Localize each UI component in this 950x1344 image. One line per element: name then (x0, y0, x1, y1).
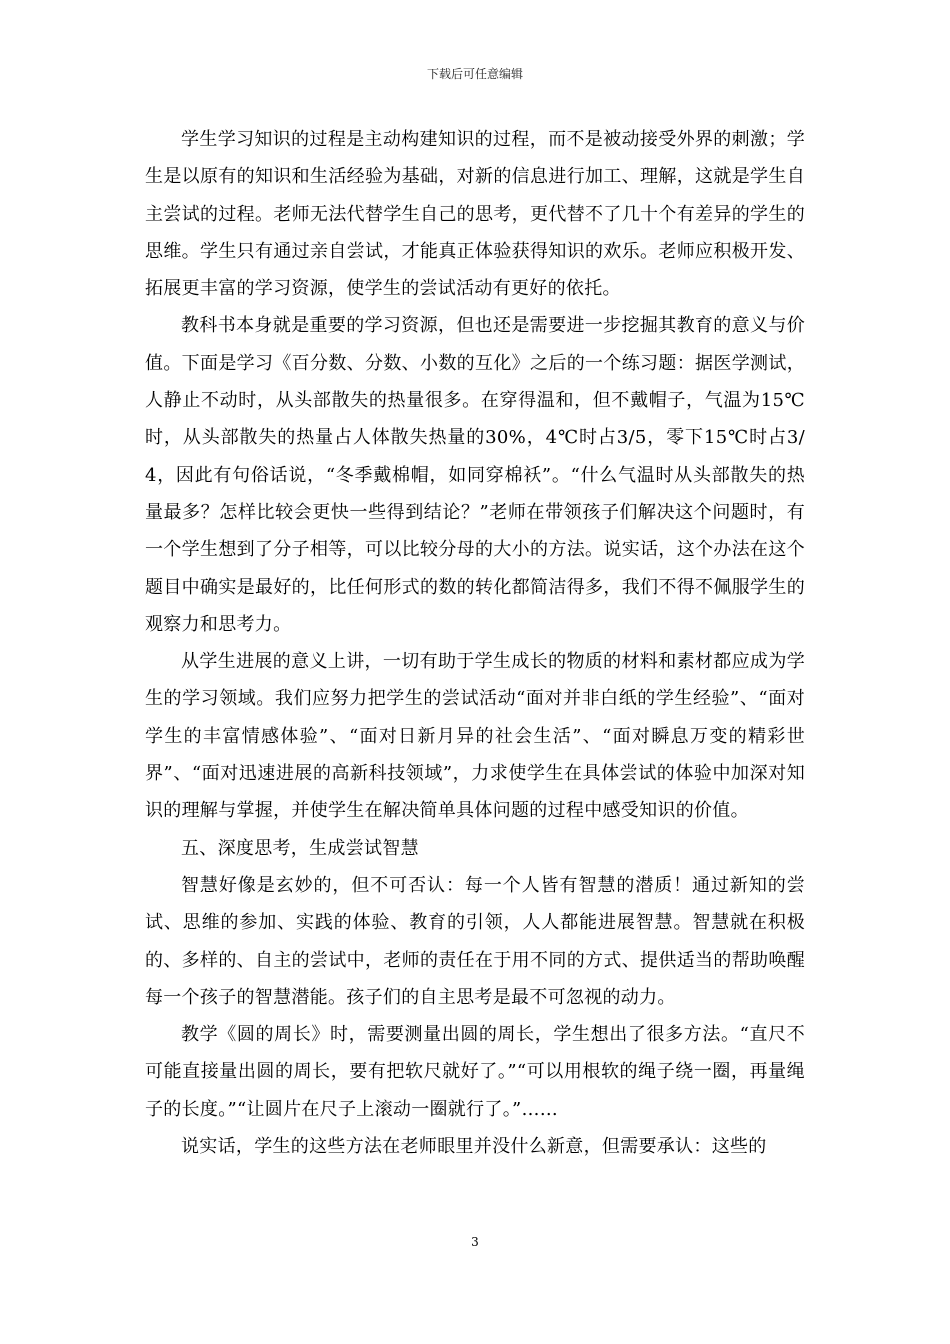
paragraph-5: 教学《圆的周长》时，需要测量出圆的周长，学生想出了很多方法。“直尺不可能直接量出圆的周长，要有把软尺就好了。”“可以用根软的绳子绕一圈，再量绳子的长度。”“让圆片在尺子上滚动一圈就行了。”…… (145, 1024, 805, 1120)
paragraph-2: 教科书本身就是重要的学习资源，但也还是需要进一步挖掘其教育的意义与价值。下面是学习《百分数、分数、小数的互化》之后的一个练习题：据医学测试，人静止不动时，从头部散失的热量很多。在穿得温和，但不戴帽子，气温为15℃时，从头部散失的热量占人体散失热量的30%，4℃时占3/5，零下15℃时占3/4，因此有句俗话说，“冬季戴棉帽，如同穿棉袄”。“什么气温时从头部散失的热量最多？怎样比较会更快一些得到结论？”老师在带领孩子们解决这个问题时，有一个学生想到了分子相等，可以比较分母的大小的方法。说实话，这个办法在这个题目中确实是最好的，比任何形式的数的转化都简洁得多，我们不得不佩服学生的观察力和思考力。 (145, 315, 805, 635)
paragraph-6: 说实话，学生的这些方法在老师眼里并没什么新意，但需要承认：这些的 (181, 1136, 767, 1158)
section-heading: 五、深度思考，生成尝试智慧 (181, 837, 419, 859)
paragraph-4: 智慧好像是玄妙的，但不可否认：每一个人皆有智慧的潜质！通过新知的尝试、思维的参加、实践的体验、教育的引领，人人都能进展智慧。智慧就在积极的、多样的、自主的尝试中，老师的责任在于用不同的方式、提供适当的帮助唤醒每一个孩子的智慧潜能。孩子们的自主思考是最不可忽视的动力。 (145, 874, 805, 1008)
page-number: 3 (471, 1235, 479, 1249)
document-body (145, 121, 805, 1165)
paragraph-1: 学生学习知识的过程是主动构建知识的过程，而不是被动接受外界的刺激；学生是以原有的知识和生活经验为基础，对新的信息进行加工、理解，这就是学生自主尝试的过程。老师无法代替学生自己的思考，更代替不了几十个有差异的学生的思维。学生只有通过亲自尝试，才能真正体验获得知识的欢乐。老师应积极开发、拓展更丰富的学习资源，使学生的尝试活动有更好的依托。 (145, 129, 805, 300)
page-header: 下载后可任意编辑 (426, 67, 523, 81)
paragraph-3: 从学生进展的意义上讲，一切有助于学生成长的物质的材料和素材都应成为学生的学习领域。我们应努力把学生的尝试活动“面对并非白纸的学生经验”、“面对学生的丰富情感体验”、“面对日新月异的社会生活”、“面对瞬息万变的精彩世界”、“面对迅速进展的高新科技领域”，力求使学生在具体尝试的体验中加深对知识的理解与掌握，并使学生在解决简单具体问题的过程中感受知识的价值。 (145, 651, 805, 822)
